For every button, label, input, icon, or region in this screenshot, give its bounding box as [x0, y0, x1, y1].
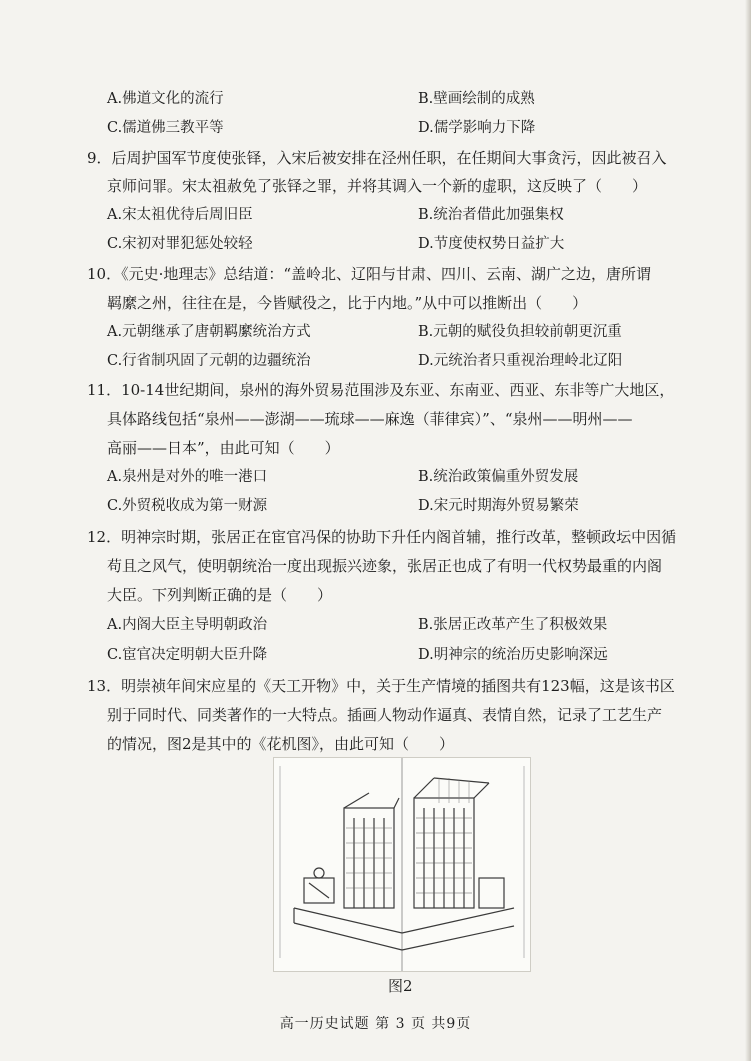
q13-stem-line-3: 的情况，图2是其中的《花机图》，由此可知（ ）: [107, 735, 455, 753]
loom-illustration: [273, 757, 531, 972]
q9-option-b: B.统治者借此加强集权: [418, 207, 564, 223]
q11-option-a: A.泉州是对外的唯一港口: [107, 469, 268, 485]
q12-stem-line-1: 12．明神宗时期，张居正在宦官冯保的协助下升任内阁首辅，推行改革，整顿政坛中因循: [87, 528, 677, 546]
q9-option-d: D.节度使权势日益扩大: [418, 236, 565, 252]
q10-stem-line-2: 羁縻之州，往往在是，今皆赋役之，比于内地。”从中可以推断出（ ）: [107, 294, 588, 312]
q9-stem-line-1: 9．后周护国军节度使张铎，入宋后被安排在泾州任职，在任期间大事贪污，因此被召入: [87, 149, 667, 167]
q8-option-c: C.儒道佛三教平等: [107, 120, 224, 136]
q10-stem-line-1: 10．《元史·地理志》总结道：“盖岭北、辽阳与甘肃、四川、云南、湖广之边，唐所谓: [87, 265, 652, 283]
q12-option-d: D.明神宗的统治历史影响深远: [418, 647, 608, 663]
figure-caption: 图2: [388, 977, 413, 995]
q11-stem-line-2: 具体路线包括“泉州——澎湖——琉球——麻逸（菲律宾）”、“泉州——明州——: [107, 410, 633, 428]
q11-stem-line-1: 11．10-14世纪期间，泉州的海外贸易范围涉及东亚、东南亚、西亚、东非等广大地区，: [87, 381, 675, 399]
q13-stem-line-2: 别于同时代、同类著作的一大特点。插画人物动作逼真、表情自然，记录了工艺生产: [107, 706, 663, 724]
q8-option-a: A.佛道文化的流行: [107, 91, 224, 107]
q12-stem-line-3: 大臣。下列判断正确的是（ ）: [107, 586, 333, 604]
q10-option-c: C.行省制巩固了元朝的边疆统治: [107, 353, 311, 369]
q12-option-c: C.宦官决定明朝大臣升降: [107, 647, 268, 663]
q12-option-a: A.内阁大臣主导明朝政治: [107, 617, 268, 633]
q11-option-b: B.统治政策偏重外贸发展: [418, 469, 579, 485]
q9-option-a: A.宋太祖优待后周旧臣: [107, 207, 253, 223]
q12-option-b: B.张居正改革产生了积极效果: [418, 617, 608, 633]
q9-stem-line-2: 京师问罪。宋太祖赦免了张铎之罪，并将其调入一个新的虚职，这反映了（ ）: [107, 177, 648, 195]
q12-stem-line-2: 苟且之风气，使明朝统治一度出现振兴迹象，张居正也成了有明一代权势最重的内阁: [107, 557, 663, 575]
q9-option-c: C.宋初对罪犯惩处较轻: [107, 236, 253, 252]
loom-drawing-icon: [274, 758, 530, 971]
q8-option-b: B.壁画绘制的成熟: [418, 91, 535, 107]
page-footer: 高一历史试题 第 3 页 共9页: [279, 1016, 472, 1032]
q11-stem-line-3: 高丽——日本”，由此可知（ ）: [107, 439, 340, 457]
q11-option-d: D.宋元时期海外贸易繁荣: [418, 498, 579, 514]
q11-option-c: C.外贸税收成为第一财源: [107, 498, 268, 514]
q10-option-a: A.元朝继承了唐朝羁縻统治方式: [107, 324, 311, 340]
q10-option-d: D.元统治者只重视治理岭北辽阳: [418, 353, 623, 369]
q10-option-b: B.元朝的赋役负担较前朝更沉重: [418, 324, 622, 340]
q13-stem-line-1: 13．明崇祯年间宋应星的《天工开物》中，关于生产情境的插图共有123幅，这是该书区: [87, 677, 675, 695]
q8-option-d: D.儒学影响力下降: [418, 120, 536, 136]
scan-edge-shadow: [745, 0, 751, 1061]
